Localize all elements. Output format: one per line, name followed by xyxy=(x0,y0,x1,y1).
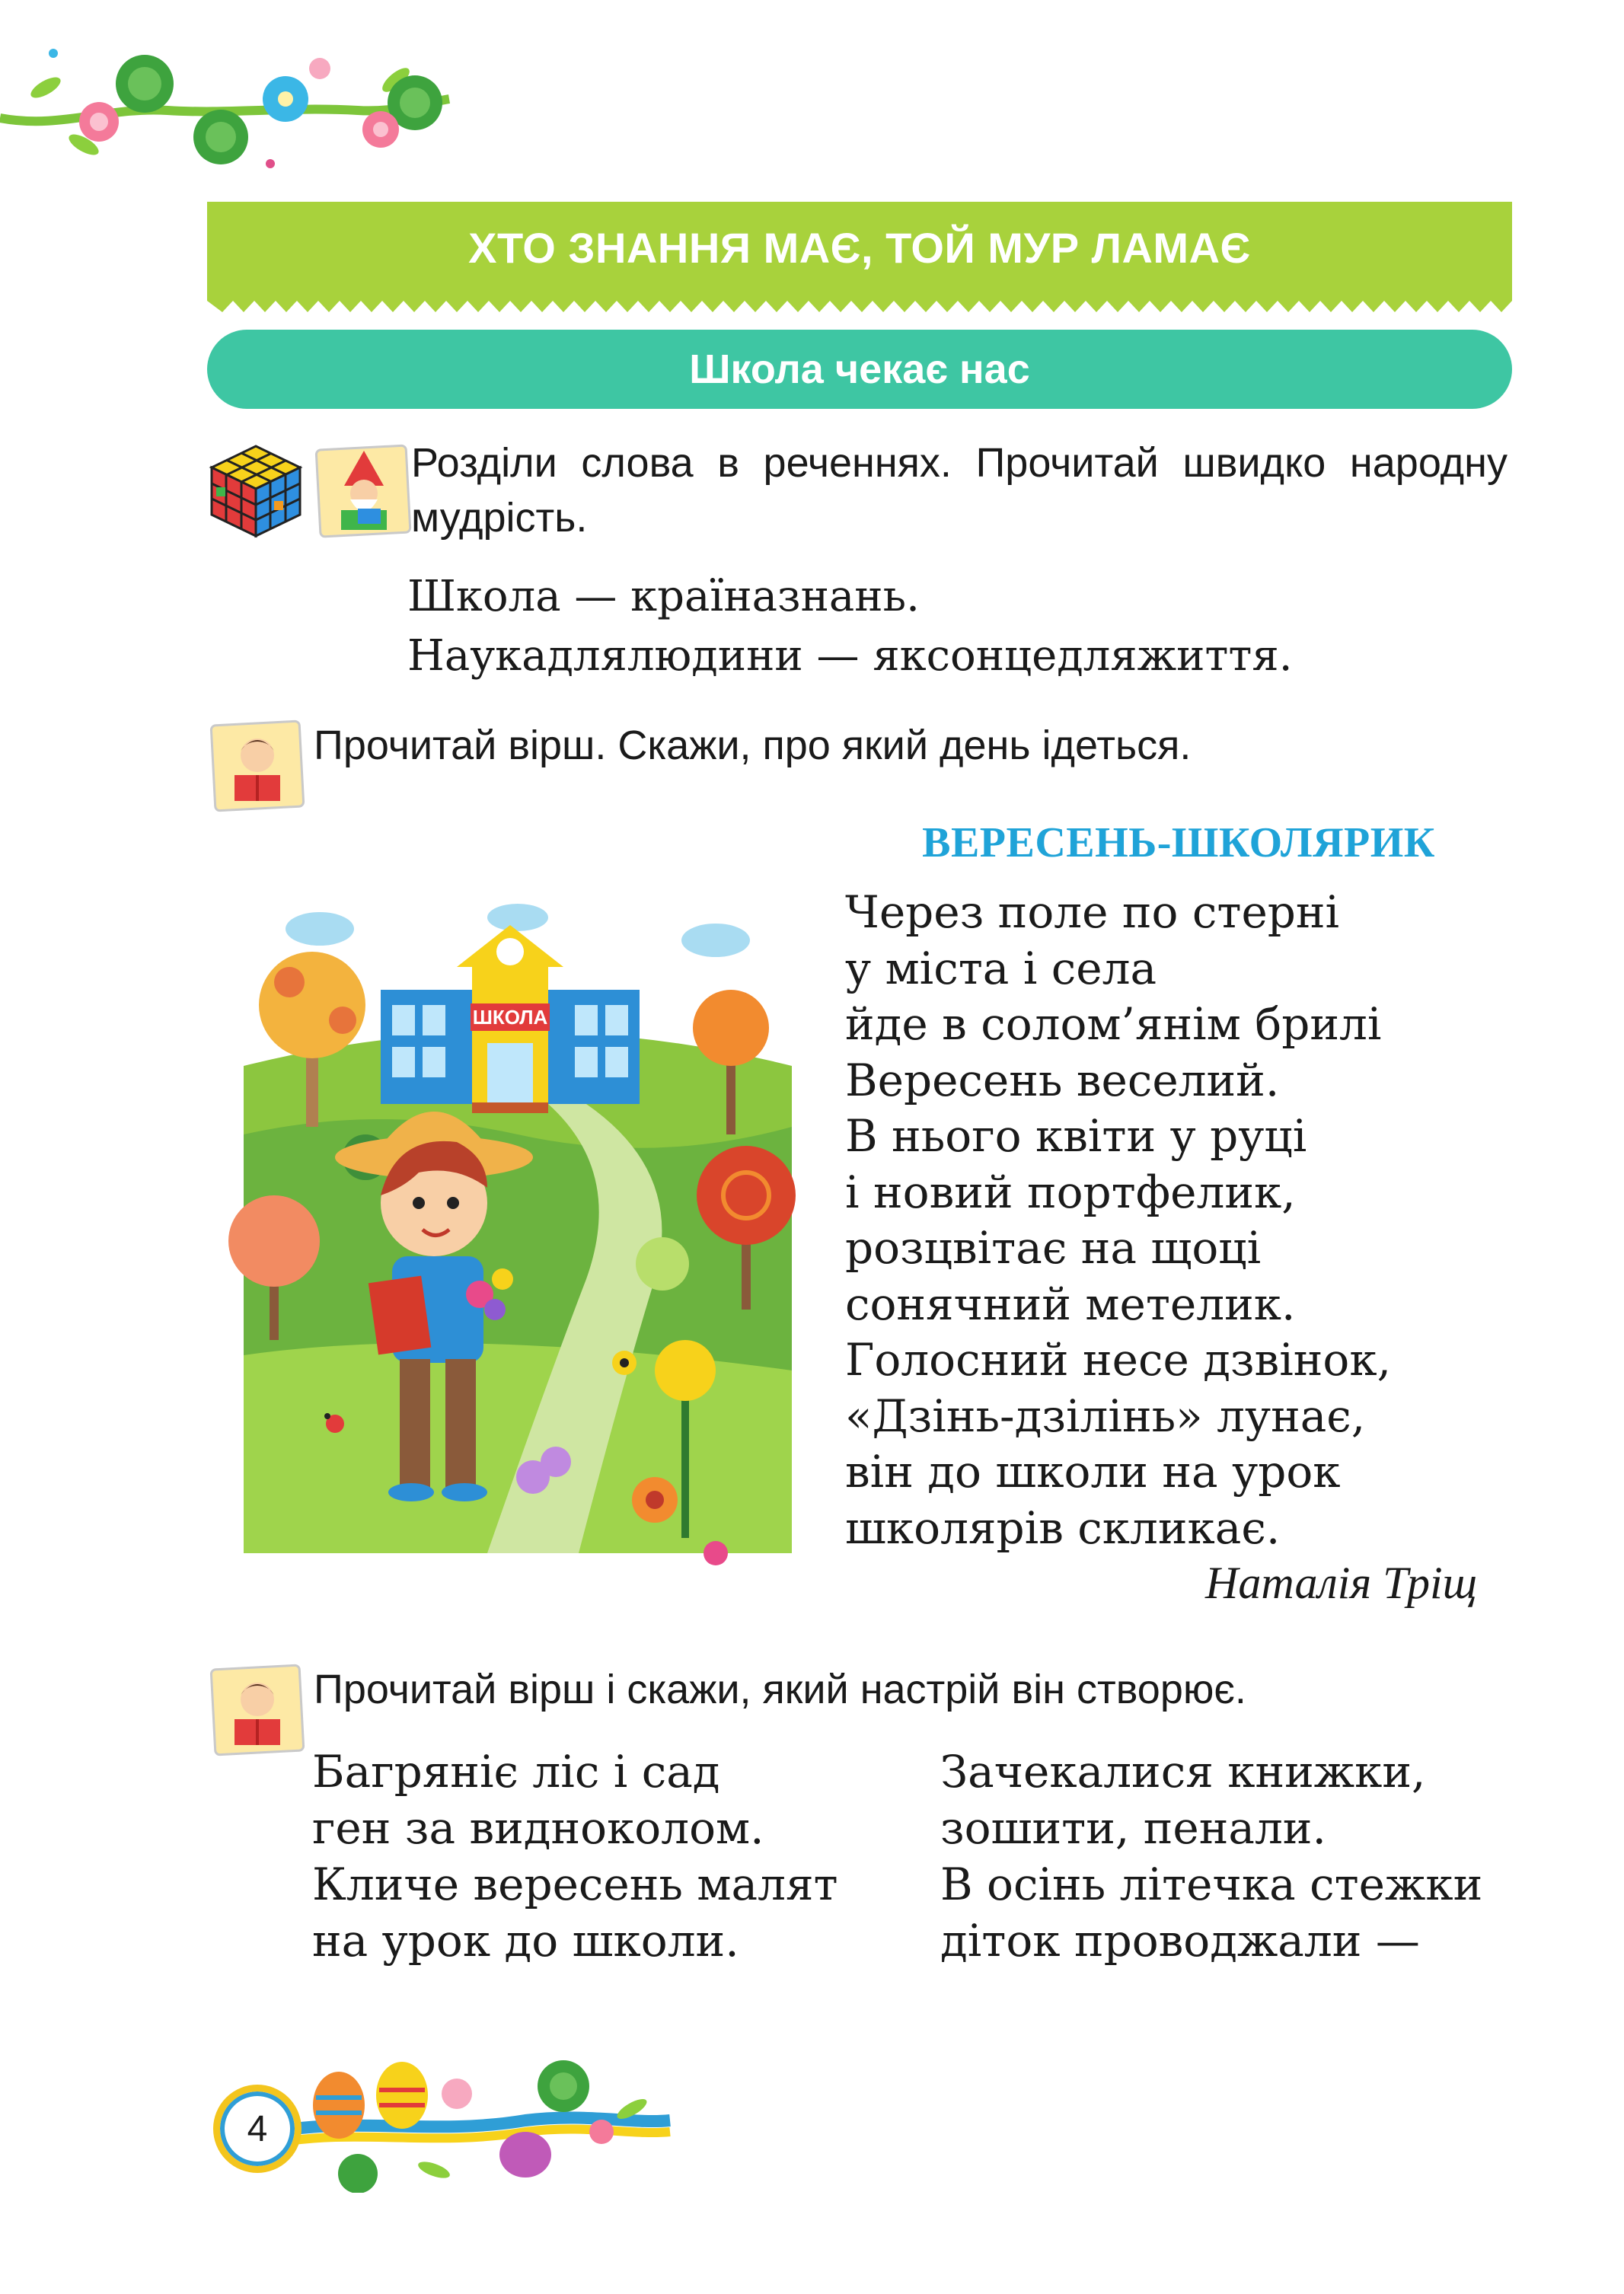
school-sign: ШКОЛА xyxy=(472,1006,548,1029)
poem-line: «Дзінь-дзілінь» лунає, xyxy=(845,1389,1366,1442)
rubiks-cube-icon xyxy=(206,440,306,541)
poem2-line: на урок до школи. xyxy=(312,1915,739,1967)
child-reading-icon xyxy=(207,1660,308,1760)
poem-line: В нього квіти у руці xyxy=(845,1110,1307,1162)
poem2-line: Багряніє ліс і сад xyxy=(312,1746,720,1798)
proverbs-block xyxy=(407,567,1511,686)
task2-instruction: Прочитай вірш. Скажи, про який день ідеться. xyxy=(314,723,1192,768)
poem-line: Голосний несе дзвінок, xyxy=(845,1334,1392,1386)
poem2-line: зошити, пенали. xyxy=(940,1802,1326,1854)
poem2-right-stanza xyxy=(940,1744,1534,1969)
poem-line: Вересень веселий. xyxy=(845,1054,1280,1106)
task1-instruction: Розділи слова в реченнях. Прочитай швидко народну мудрість. xyxy=(411,440,1508,541)
poem-line: сонячний метелик. xyxy=(845,1278,1296,1330)
poem-line: школярів скликає. xyxy=(845,1501,1281,1554)
topic-title: Школа чекає нас xyxy=(207,330,1512,409)
poem2-line: Кличе вересень малят xyxy=(312,1858,838,1910)
top-decorative-vine xyxy=(0,15,457,175)
task3-instruction: Прочитай вірш і скажи, який настрій він створює. xyxy=(314,1667,1246,1712)
poem2-line: діток проводжали — xyxy=(940,1915,1420,1967)
poem2-line: ген за видноколом. xyxy=(312,1802,764,1854)
poem-line: він до школи на урок xyxy=(845,1446,1341,1498)
poem-verses xyxy=(845,885,1530,1556)
gnome-reading-icon xyxy=(314,440,414,541)
poem2-line: В осінь літечка стежки xyxy=(940,1858,1483,1910)
poem2-line: Зачекалися книжки, xyxy=(940,1746,1426,1798)
proverb-line: Наукадлялюдини — яксонцедляжиття. xyxy=(407,631,1293,681)
proverb-line: Школа — країназнань. xyxy=(407,572,920,621)
poem-line: у міста і села xyxy=(845,942,1157,994)
school-illustration xyxy=(228,883,807,1568)
poem-line: розцвітає на щоці xyxy=(845,1222,1262,1274)
poem-title: ВЕРЕСЕНЬ-ШКОЛЯРИК xyxy=(922,819,1435,866)
poem-line: йде в солом’янім брилі xyxy=(845,998,1382,1050)
page-number: 4 xyxy=(247,2108,268,2149)
poem-line: і новий портфелик, xyxy=(845,1166,1296,1218)
child-reading-icon xyxy=(207,716,308,816)
poem2-left-stanza xyxy=(312,1744,906,1969)
poem-author: Наталія Тріщ xyxy=(1205,1558,1477,1608)
chapter-title: ХТО ЗНАННЯ МАЄ, ТОЙ МУР ЛАМАЄ xyxy=(468,223,1251,272)
poem-line: Через поле по стерні xyxy=(845,886,1340,938)
